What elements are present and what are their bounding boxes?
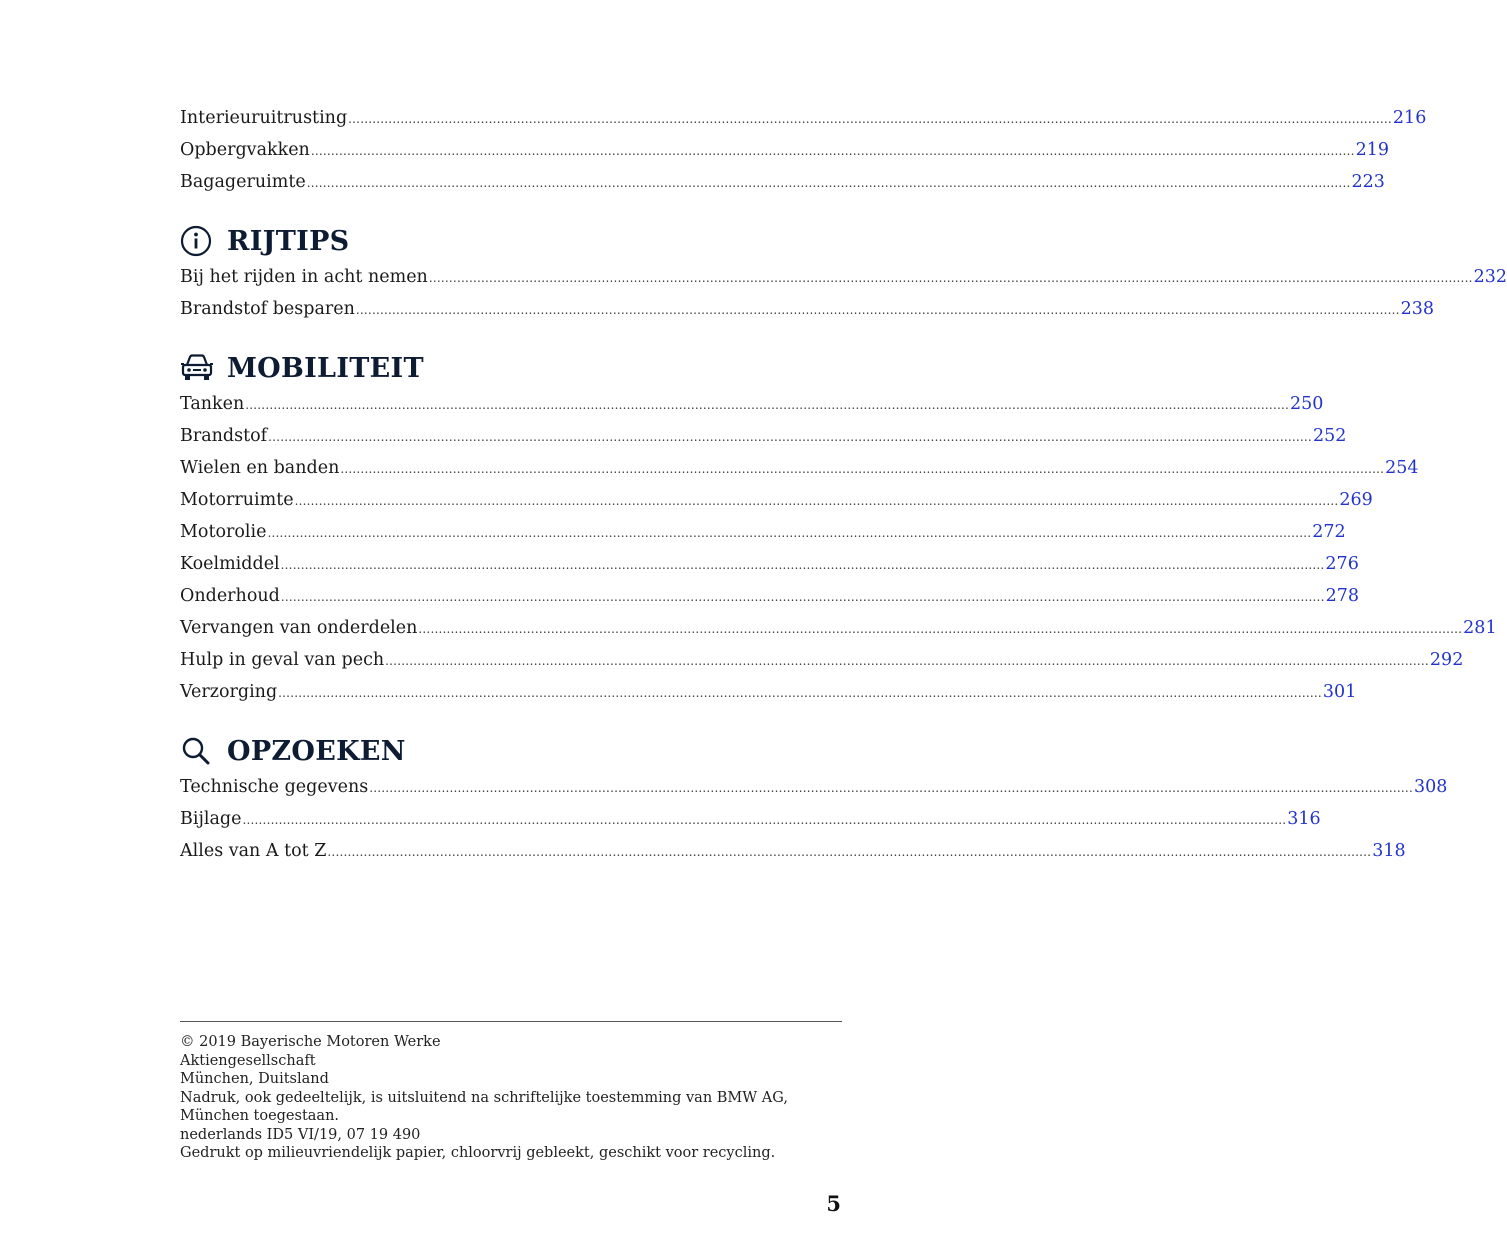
toc-entry-title: Technische gegevens [180, 777, 369, 797]
section-title: RIJTIPS [227, 225, 350, 257]
toc-entry-page[interactable]: 292 [1429, 650, 1464, 670]
toc-entry-page[interactable]: 308 [1413, 777, 1448, 797]
toc-leader-dots: .................................................................................................................................................................................................................................................................... [355, 303, 1400, 317]
imprint-line: Gedrukt op milieuvriendelijk papier, chloorvrij gebleekt, geschikt voor recycling. [180, 1145, 776, 1161]
toc-entry-title: Bagageruimte [180, 172, 306, 192]
footer-divider [180, 1021, 842, 1022]
info-icon [180, 224, 214, 258]
toc-entry-title: Opbergvakken [180, 140, 310, 160]
imprint-line: München, Duitsland [180, 1071, 329, 1087]
toc-leader-dots: .................................................................................................................................................................................................................................................................... [428, 271, 1473, 285]
toc-entry[interactable] [180, 616, 1497, 640]
search-icon [180, 734, 214, 768]
toc-entry-page[interactable]: 318 [1372, 841, 1406, 861]
toc-entry-title: Bijlage [180, 809, 242, 829]
toc-entry-page[interactable]: 316 [1287, 809, 1321, 829]
toc-entry[interactable] [180, 456, 1419, 480]
toc-entry[interactable] [180, 424, 1347, 448]
toc-entry[interactable] [180, 680, 1357, 704]
car-icon [180, 351, 214, 385]
toc-entry-title: Wielen en banden [180, 458, 340, 478]
toc-entry-title: Verzorging [180, 682, 278, 702]
toc-leader-dots: .................................................................................................................................................................................................................................................................... [369, 781, 1413, 795]
toc-entry-title: Motorruimte [180, 490, 294, 510]
toc-entry-page[interactable]: 223 [1351, 172, 1385, 192]
imprint-line: © 2019 Bayerische Motoren Werke [180, 1034, 441, 1050]
toc-entry[interactable] [180, 106, 1427, 130]
page-number: 5 [826, 1191, 841, 1216]
toc-leader-dots: .................................................................................................................................................................................................................................................................... [268, 430, 1312, 444]
toc-entry-title: Koelmiddel [180, 554, 280, 574]
toc-entry-page[interactable]: 278 [1325, 586, 1359, 606]
toc-leader-dots: .................................................................................................................................................................................................................................................................... [348, 112, 1392, 126]
toc-entry[interactable] [180, 807, 1321, 831]
toc-entry-title: Brandstof besparen [180, 299, 355, 319]
section-title: MOBILITEIT [227, 352, 424, 384]
section-title: OPZOEKEN [227, 735, 406, 767]
toc-entry-page[interactable]: 281 [1463, 618, 1497, 638]
toc-entry-title: Onderhoud [180, 586, 280, 606]
toc-leader-dots: .................................................................................................................................................................................................................................................................... [278, 686, 1322, 700]
toc-entry[interactable] [180, 265, 1507, 289]
toc-entry[interactable] [180, 648, 1464, 672]
toc-leader-dots: .................................................................................................................................................................................................................................................................... [294, 494, 1339, 508]
imprint-line: Nadruk, ook gedeeltelijk, is uitsluitend na schriftelijke toestemming van BMW AG, München toegestaan. [180, 1089, 788, 1124]
toc-entry-page[interactable]: 301 [1322, 682, 1357, 702]
toc-entry[interactable] [180, 775, 1448, 799]
toc-entry[interactable] [180, 170, 1385, 194]
toc-entry-title: Interieuruitrusting [180, 108, 348, 128]
toc-entry-title: Motorolie [180, 522, 267, 542]
toc-leader-dots: .................................................................................................................................................................................................................................................................... [340, 462, 1385, 476]
toc-entry-page[interactable]: 250 [1290, 394, 1324, 414]
toc-leader-dots: .................................................................................................................................................................................................................................................................... [306, 176, 1351, 190]
toc-entry-title: Alles van A tot Z [180, 841, 327, 861]
toc-entry-title: Brandstof [180, 426, 268, 446]
toc-entry-title: Vervangen van onderdelen [180, 618, 418, 638]
imprint-line: Aktiengesellschaft [180, 1052, 316, 1069]
toc-entry-page[interactable]: 276 [1325, 554, 1359, 574]
section-heading-rijtips [180, 223, 349, 259]
imprint-footer [180, 1033, 840, 1163]
toc-leader-dots: .................................................................................................................................................................................................................................................................... [242, 813, 1287, 827]
toc-entry-page[interactable]: 272 [1312, 522, 1346, 542]
toc-entry-title: Hulp in geval van pech [180, 650, 385, 670]
toc-entry[interactable] [180, 392, 1324, 416]
toc-leader-dots: .................................................................................................................................................................................................................................................................... [280, 558, 1325, 572]
toc-entry[interactable] [180, 297, 1435, 321]
toc-leader-dots: .................................................................................................................................................................................................................................................................... [327, 845, 1372, 859]
toc-entry[interactable] [180, 520, 1346, 544]
toc-entry[interactable] [180, 488, 1373, 512]
toc-entry-page[interactable]: 219 [1355, 140, 1390, 160]
toc-leader-dots: .................................................................................................................................................................................................................................................................... [418, 622, 1463, 636]
toc-entry-page[interactable]: 216 [1392, 108, 1427, 128]
toc-leader-dots: .................................................................................................................................................................................................................................................................... [267, 526, 1312, 540]
toc-entry-title: Tanken [180, 394, 245, 414]
section-heading-mobiliteit [180, 350, 424, 386]
toc-leader-dots: .................................................................................................................................................................................................................................................................... [245, 398, 1290, 412]
toc-entry-page[interactable]: 269 [1339, 490, 1373, 510]
toc-entry[interactable] [180, 552, 1359, 576]
toc-entry-page[interactable]: 232 [1473, 267, 1507, 287]
toc-entry[interactable] [180, 584, 1359, 608]
toc-entry-page[interactable]: 238 [1400, 299, 1435, 319]
imprint-line: nederlands ID5 VI/19, 07 19 490 [180, 1126, 421, 1143]
section-heading-opzoeken [180, 733, 406, 769]
toc-entry-title: Bij het rijden in acht nemen [180, 267, 428, 287]
toc-leader-dots: .................................................................................................................................................................................................................................................................... [385, 654, 1429, 668]
toc-leader-dots: .................................................................................................................................................................................................................................................................... [280, 590, 1325, 604]
toc-entry-page[interactable]: 252 [1312, 426, 1347, 446]
toc-entry[interactable] [180, 138, 1390, 162]
toc-entry-page[interactable]: 254 [1385, 458, 1419, 478]
toc-leader-dots: .................................................................................................................................................................................................................................................................... [310, 144, 1355, 158]
toc-entry[interactable] [180, 839, 1406, 863]
